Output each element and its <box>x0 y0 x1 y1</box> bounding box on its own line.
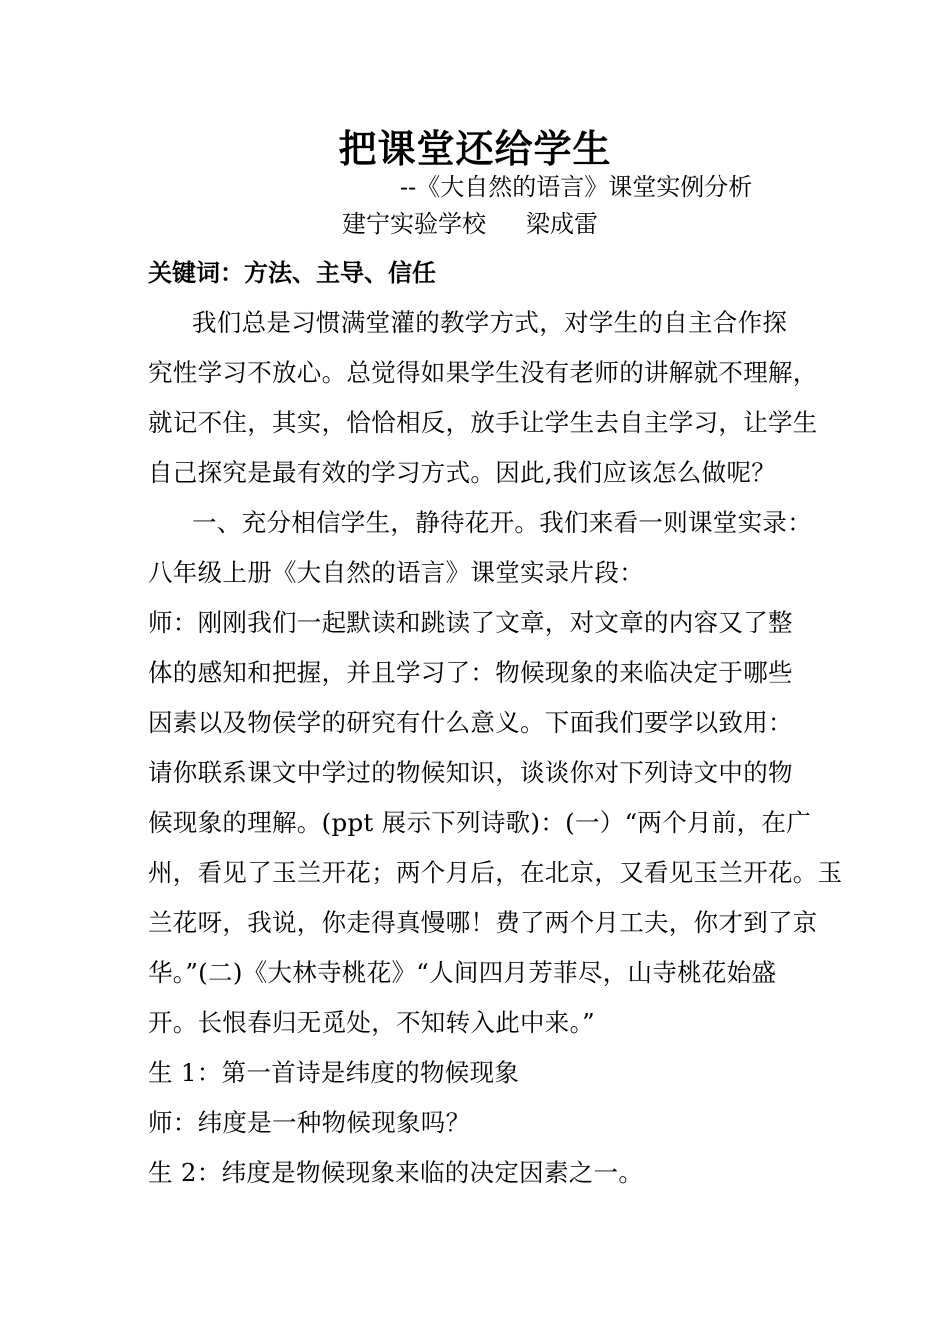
paragraph-line: 兰花呀，我说，你走得真慢哪！费了两个月工夫，你才到了京 <box>148 908 818 937</box>
paragraph-line: 究性学习不放心。总觉得如果学生没有老师的讲解就不理解， <box>148 358 818 387</box>
paragraph-line: 自己探究是最有效的学习方式。因此,我们应该怎么做呢？ <box>148 458 777 487</box>
paragraph-line: 体的感知和把握，并且学习了：物候现象的来临决定于哪些 <box>148 658 793 687</box>
paragraph-line: 就记不住，其实，恰恰相反，放手让学生去自主学习，让学生 <box>148 408 818 437</box>
paragraph-line: 我们总是习惯满堂灌的教学方式，对学生的自主合作探 <box>192 308 788 337</box>
paragraph-line: 一、充分相信学生，静待花开。我们来看一则课堂实录： <box>192 508 812 537</box>
paragraph-line: 开。长恨春归无觅处，不知转入此中来。” <box>148 1008 595 1037</box>
paragraph-line: 华。”(二)《大林寺桃花》“人间四月芳菲尽，山寺桃花始盛 <box>148 958 777 987</box>
paragraph-line: 师：纬度是一种物候现象吗？ <box>148 1108 471 1137</box>
author-school: 建宁实验学校 <box>342 210 486 238</box>
paragraph-line: 生 2：纬度是物候现象来临的决定因素之一。 <box>148 1158 644 1187</box>
document-subtitle: --《大自然的语言》课堂实例分析 <box>400 173 753 201</box>
author-line <box>342 207 598 241</box>
paragraph-line: 因素以及物侯学的研究有什么意义。下面我们要学以致用： <box>148 708 793 737</box>
paragraph-line: 候现象的理解。(ppt 展示下列诗歌)：(一）“两个月前，在广 <box>148 808 811 837</box>
document-title: 把课堂还给学生 <box>338 126 612 171</box>
keywords: 关键词：方法、主导、信任 <box>148 258 436 287</box>
author-name: 梁成雷 <box>526 210 598 238</box>
paragraph-line: 八年级上册《大自然的语言》课堂实录片段： <box>148 558 644 587</box>
paragraph-line: 生 1：第一首诗是纬度的物候现象 <box>148 1058 520 1087</box>
paragraph-line: 州，看见了玉兰开花；两个月后，在北京，又看见玉兰开花。玉 <box>148 858 843 887</box>
paragraph-line: 请你联系课文中学过的物候知识，谈谈你对下列诗文中的物 <box>148 758 793 787</box>
paragraph-line: 师：刚刚我们一起默读和跳读了文章，对文章的内容又了整 <box>148 608 793 637</box>
